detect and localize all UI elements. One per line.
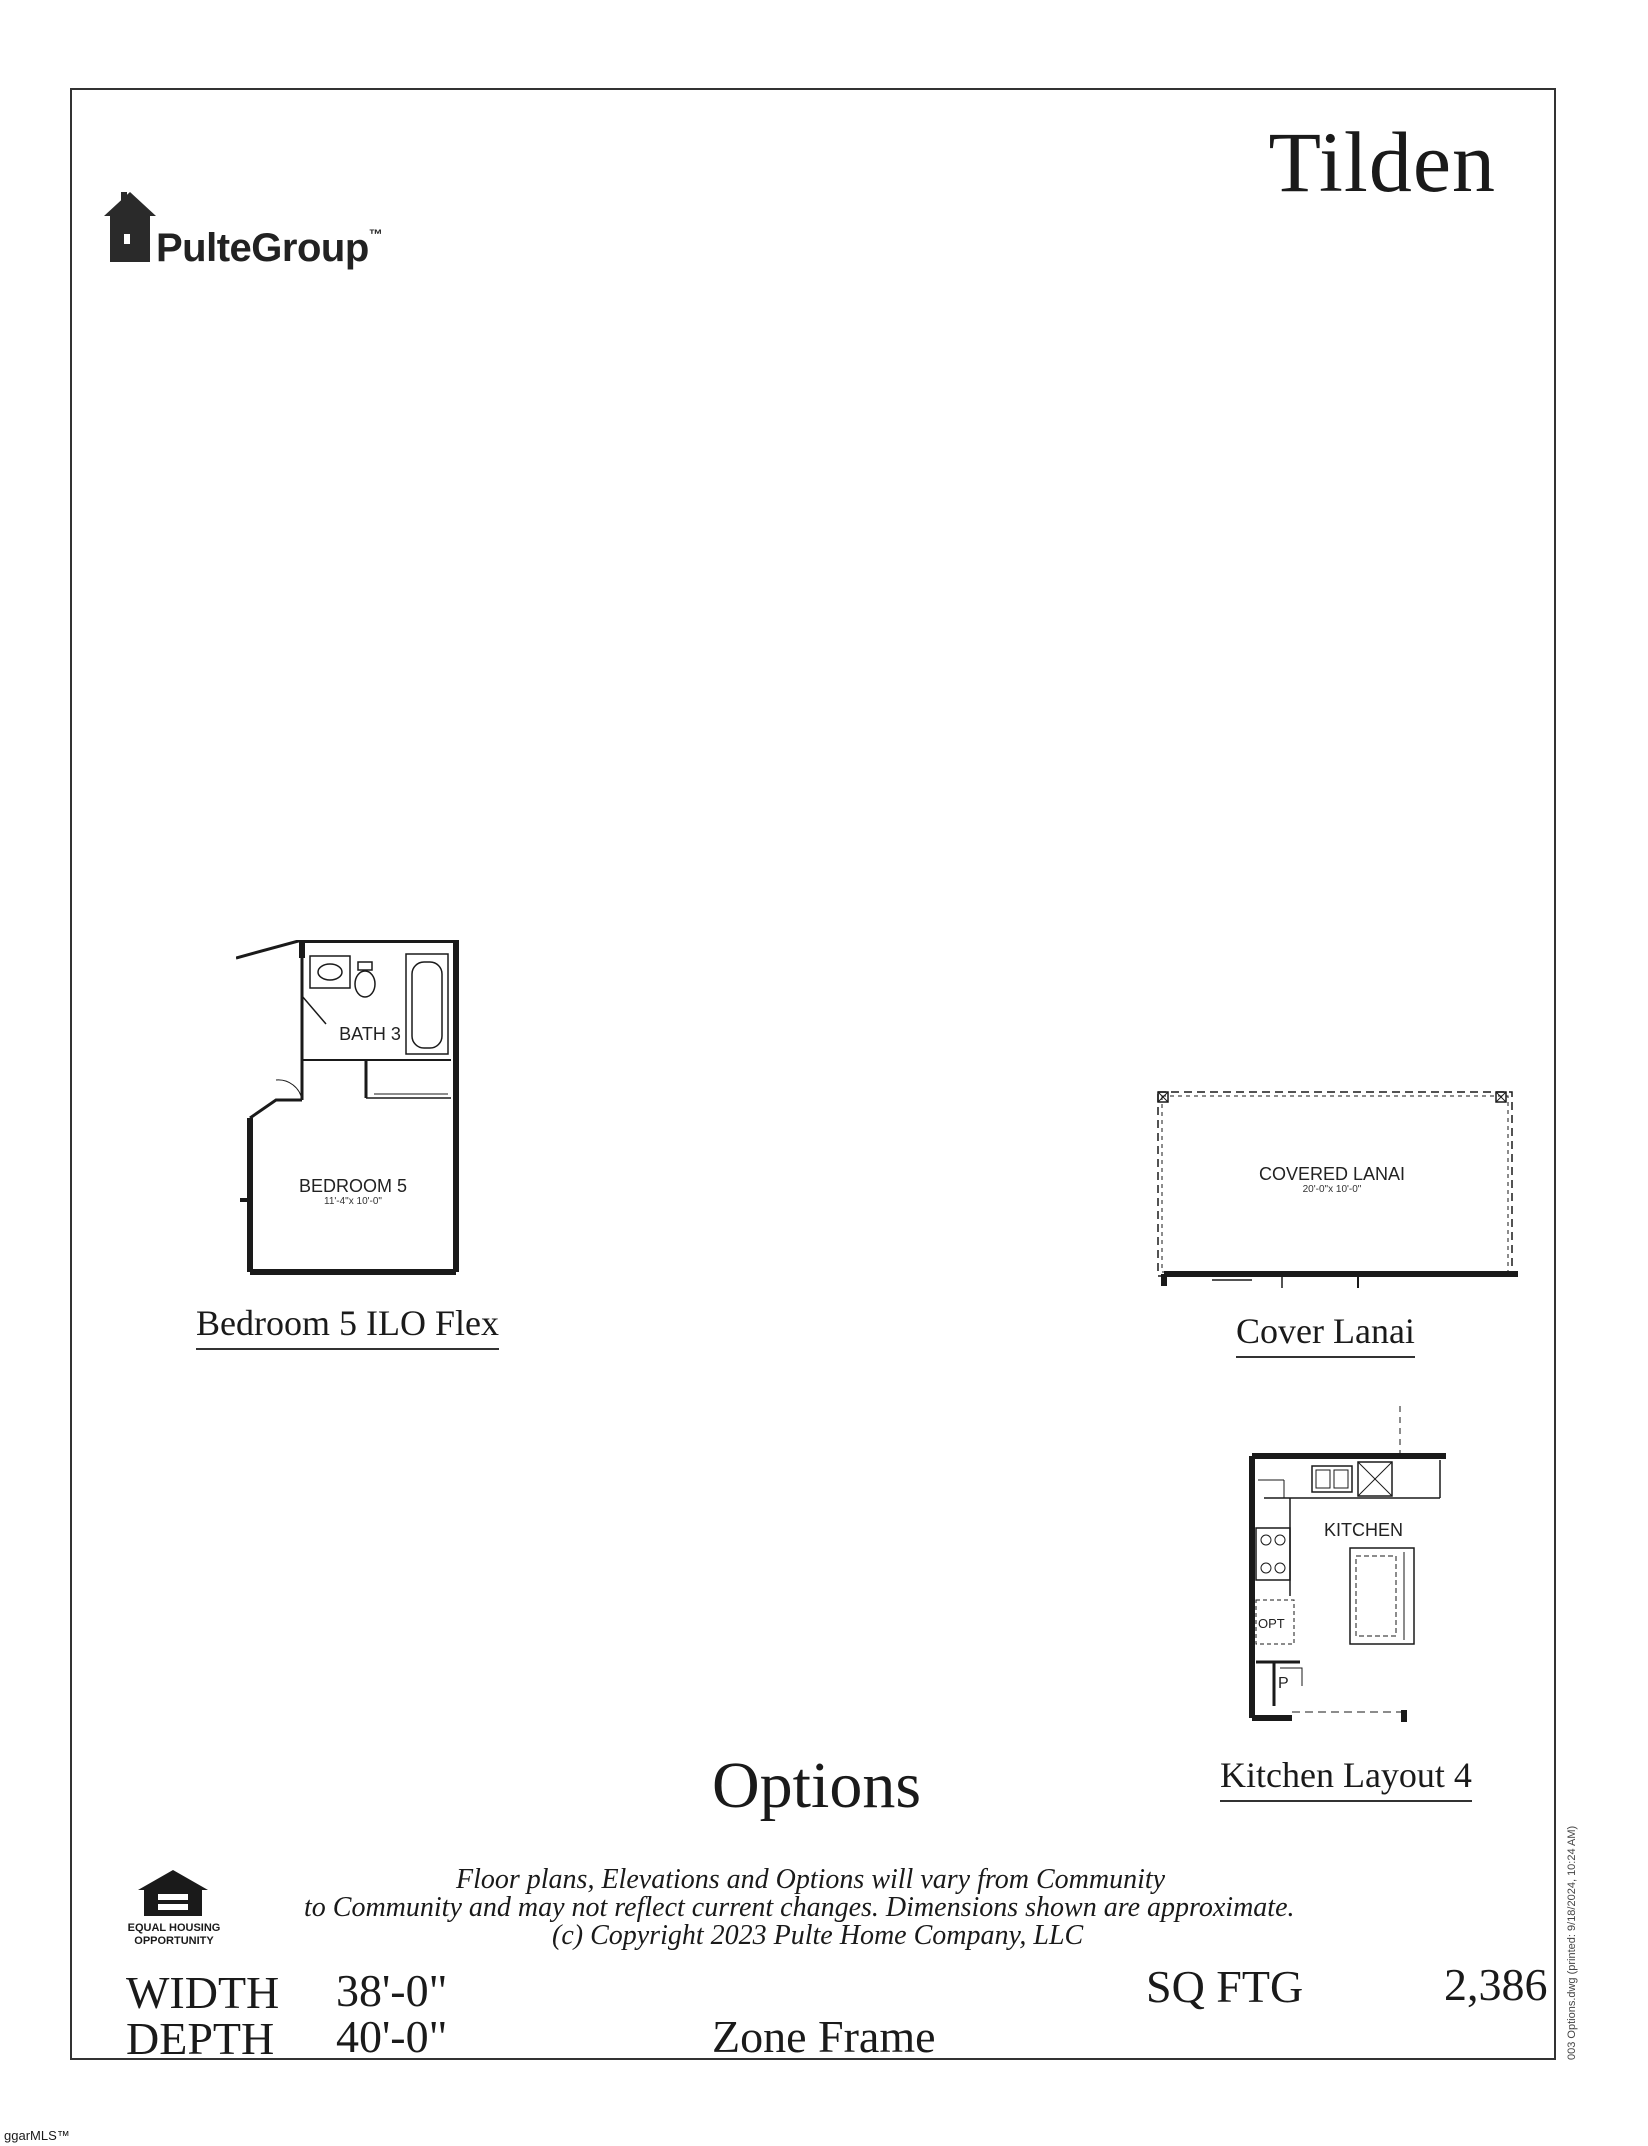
room-size-bedroom5: 11'-4"x 10'-0" xyxy=(324,1196,382,1207)
company-logo-text xyxy=(156,226,382,271)
disclaimer-line-1: Floor plans, Elevations and Options will vary from Community xyxy=(456,1864,1166,1895)
depth-value: 40'-0" xyxy=(336,2011,448,2062)
room-label-covered-lanai: COVERED LANAI xyxy=(1258,1164,1406,1184)
equal-housing-icon xyxy=(136,1868,210,1918)
room-size-covered-lanai: 20'-0"x 10'-0" xyxy=(1302,1184,1362,1195)
room-label-bedroom5: BEDROOM 5 xyxy=(298,1176,408,1196)
option-caption-cover-lanai: Cover Lanai xyxy=(1236,1310,1415,1358)
kitchen-floorplan xyxy=(1244,1406,1464,1726)
plan-title: Tilden xyxy=(1268,114,1496,210)
bedroom5-floorplan xyxy=(236,940,466,1280)
equal-housing-line-1: EQUAL HOUSING xyxy=(127,1922,221,1934)
trademark-mark: ™ xyxy=(368,226,383,242)
equal-housing-label xyxy=(120,1922,228,1948)
disclaimer-line-3: (c) Copyright 2023 Pulte Home Company, LLC xyxy=(552,1920,1084,1951)
equal-housing-line-2: OPPORTUNITY xyxy=(134,1935,214,1947)
room-label-kitchen: KITCHEN xyxy=(1324,1520,1404,1540)
width-label: WIDTH xyxy=(126,1967,280,2018)
room-label-pantry: P xyxy=(1278,1675,1289,1692)
depth-label: DEPTH xyxy=(126,2013,275,2064)
construction-type: Zone Frame xyxy=(712,2011,936,2062)
option-caption-bedroom5: Bedroom 5 ILO Flex xyxy=(196,1302,499,1350)
sqft-value: 2,386 xyxy=(1444,1959,1548,2010)
width-value: 38'-0" xyxy=(336,1965,448,2016)
mls-watermark: ggarMLS™ xyxy=(4,2128,70,2143)
covered-lanai-floorplan xyxy=(1152,1088,1522,1298)
options-heading: Options xyxy=(712,1749,922,1822)
room-label-opt: OPT xyxy=(1258,1616,1285,1631)
pultegroup-house-icon xyxy=(104,190,156,264)
print-info: 003 Options.dwg (printed: 9/18/2024, 10:24 AM) xyxy=(1566,1825,1578,2060)
option-caption-kitchen-layout-4: Kitchen Layout 4 xyxy=(1220,1754,1472,1802)
company-name: PulteGroup xyxy=(156,226,369,270)
sqft-label: SQ FTG xyxy=(1146,1961,1304,2012)
room-label-bath3: BATH 3 xyxy=(339,1024,401,1044)
disclaimer-line-2: to Community and may not reflect current changes. Dimensions shown are approximate. xyxy=(304,1892,1295,1923)
